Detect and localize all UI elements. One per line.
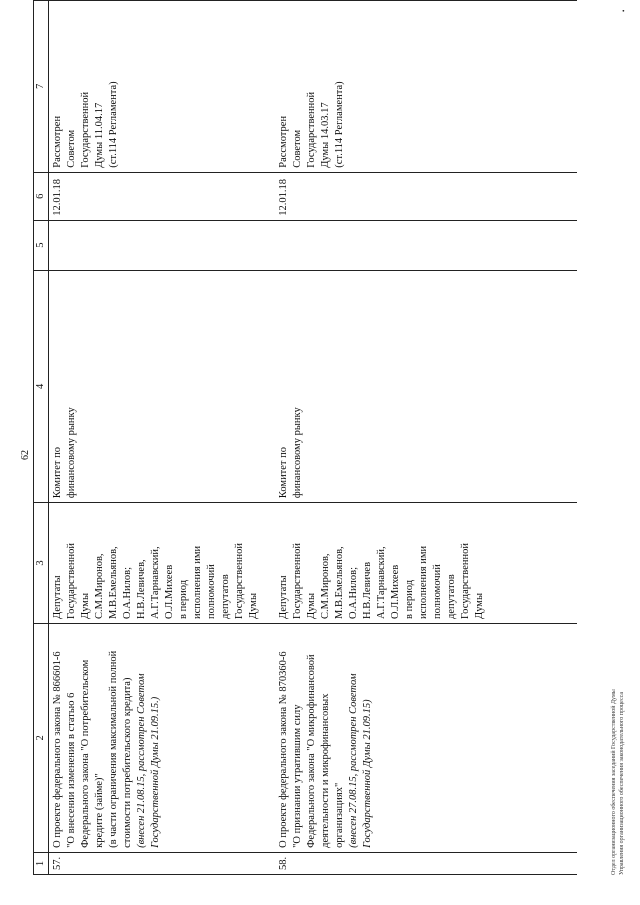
header-row (34, 1, 49, 875)
status-line: Государственной (80, 91, 91, 168)
bill-title-line: Федерального закона "О потребительском (80, 659, 91, 848)
committee-line: Комитет по (52, 446, 63, 499)
column-header: 1 (34, 852, 49, 874)
status-line: Думы 11.04.17 (94, 102, 105, 168)
footer (610, 689, 626, 875)
bill-title-line: "О признании утратившим силу (292, 704, 303, 848)
status-line: Советом (292, 129, 303, 168)
author-line: Н.В.Левичев, (136, 559, 147, 619)
author-line: О.Л.Михеев (390, 564, 401, 619)
table-row (49, 1, 274, 875)
author-line: полномочий (432, 564, 443, 619)
author-line: Н.В.Левичев (362, 561, 373, 619)
author-line: Депутаты (52, 575, 63, 619)
column-header: 2 (34, 623, 49, 852)
status-line: Думы 14.03.17 (320, 102, 331, 168)
bill-title-line: Федерального закона "О микрофинансовой (306, 654, 317, 848)
committee-line: финансовому рынку (66, 407, 77, 499)
author-line: А.Г.Тарнавский, (376, 546, 387, 619)
author-line: Думы (80, 592, 91, 619)
author-line: М.В.Емельянов, (334, 546, 345, 619)
table-row (273, 1, 577, 875)
committee-line: Комитет по (278, 446, 289, 499)
author-line: О.А.Нилов; (122, 566, 133, 619)
author-line: Депутаты (278, 575, 289, 619)
author-line: исполнения ими (192, 545, 203, 619)
row-number: 58. (273, 852, 577, 874)
bill-title-line: О проекте федерального закона № 870360-6 (278, 651, 289, 848)
author-line: депутатов (446, 574, 457, 619)
author-line: Государственной (292, 543, 303, 619)
bill-title-line: деятельности и микрофинансовых (320, 693, 331, 848)
committee-line: финансовому рынку (292, 407, 303, 499)
author-line: А.Г.Тарнавский, (150, 546, 161, 619)
column-header: 3 (34, 503, 49, 624)
bill-title-line: "О внесении изменения в статью 6 (66, 692, 77, 848)
column-header: 5 (34, 220, 49, 270)
status-line: Рассмотрен (52, 115, 63, 168)
column-header: 7 (34, 1, 49, 173)
footer-line: Управления организационного обеспечения законодательного процесса (619, 691, 625, 875)
status-line: Государственной (306, 91, 317, 168)
author-line: Думы (306, 592, 317, 619)
bill-title-line: кредите (займе)" (94, 773, 105, 848)
authors-cell (273, 503, 577, 624)
status-line: Советом (66, 129, 77, 168)
bill-title-cell (273, 623, 577, 852)
status-cell (273, 1, 577, 173)
bills-table (33, 0, 577, 875)
row-number: 57. (49, 852, 274, 874)
author-line: М.В.Емельянов, (108, 546, 119, 619)
author-line: депутатов (220, 574, 231, 619)
date-cell: 12.01.18 (273, 172, 577, 220)
footer-line: Отдел организационного обеспечения заседаний Государственной Думы (611, 689, 617, 875)
author-line: О.Л.Михеев (164, 564, 175, 619)
bill-note-line: (внесен 27.08.15, рассмотрен Советом (348, 673, 359, 848)
corner-mark: • (620, 9, 628, 12)
author-line: Государственной (66, 543, 77, 619)
author-line: исполнения ими (418, 545, 429, 619)
author-line: в период (178, 579, 189, 619)
author-line: О.А.Нилов; (348, 566, 359, 619)
bill-note-line: (внесен 21.08.15, рассмотрен Советом (136, 673, 147, 848)
bill-title-cell (49, 623, 274, 852)
bill-note-line: Государственной Думы 21.09.15) (362, 699, 373, 848)
status-line: (ст.114 Регламента) (334, 81, 345, 168)
page-number: 62 (20, 450, 31, 460)
bill-title-line: организациях" (334, 782, 345, 848)
author-line: Думы (248, 592, 259, 619)
column-5-cell (49, 220, 274, 270)
column-header: 6 (34, 172, 49, 220)
bill-title-line: (в части ограничения максимальной полной (108, 650, 119, 848)
author-line: С.М.Миронов, (320, 553, 331, 619)
date-cell: 12.01.18 (49, 172, 274, 220)
status-line: (ст.114 Регламента) (108, 81, 119, 168)
bill-title-line: О проекте федерального закона № 866601-6 (52, 651, 63, 848)
status-line: Рассмотрен (278, 115, 289, 168)
column-header: 4 (34, 270, 49, 503)
author-line: полномочий (206, 564, 217, 619)
status-cell (49, 1, 274, 173)
author-line: Государственной (460, 543, 471, 619)
bill-title-line: стоимости потребительского кредита) (122, 677, 133, 848)
bill-note-line: Государственной Думы 21.09.15.) (150, 696, 161, 848)
committee-cell (273, 270, 577, 503)
author-line: Думы (474, 592, 485, 619)
author-line: Государственной (234, 543, 245, 619)
committee-cell (49, 270, 274, 503)
author-line: С.М.Миронов, (94, 553, 105, 619)
author-line: в период (404, 579, 415, 619)
column-5-cell (273, 220, 577, 270)
authors-cell (49, 503, 274, 624)
